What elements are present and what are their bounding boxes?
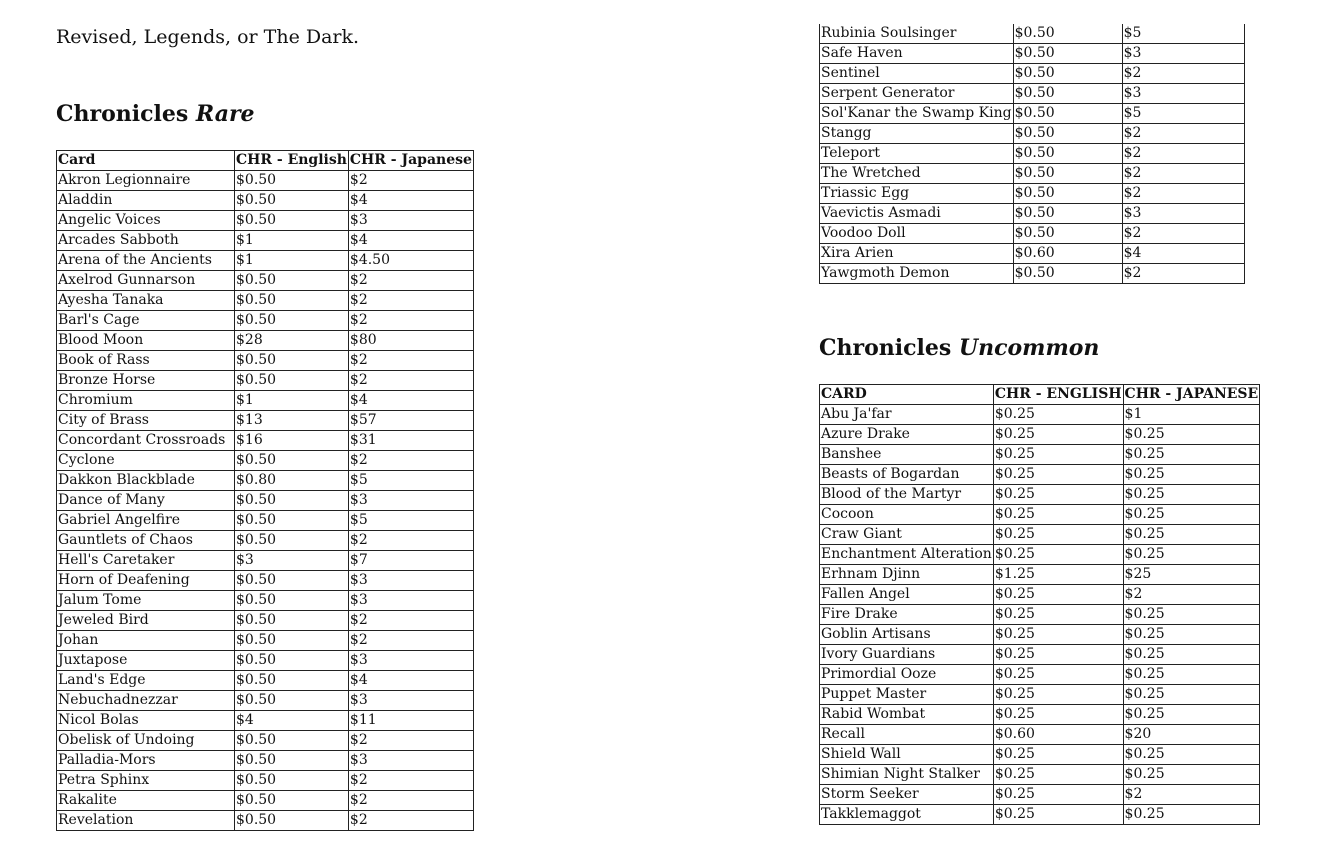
japanese-price-cell: $2 — [348, 451, 473, 471]
card-name-cell: Arcades Sabboth — [57, 231, 235, 251]
japanese-price-cell: $3 — [1122, 204, 1244, 224]
card-name-cell: Nicol Bolas — [57, 711, 235, 731]
table-row — [820, 685, 1260, 705]
table-row — [820, 124, 1245, 144]
table-row — [57, 211, 474, 231]
table-row — [820, 705, 1260, 725]
table-row — [820, 104, 1245, 124]
card-name-cell: Cocoon — [820, 505, 994, 525]
english-price-cell: $0.50 — [235, 491, 349, 511]
japanese-price-cell: $0.25 — [1123, 605, 1260, 625]
card-name-cell: Banshee — [820, 445, 994, 465]
japanese-price-cell: $5 — [1122, 24, 1244, 44]
english-price-cell: $0.50 — [1013, 144, 1122, 164]
card-name-cell: Ayesha Tanaka — [57, 291, 235, 311]
table-row — [57, 711, 474, 731]
card-name-cell: Sol'Kanar the Swamp King — [820, 104, 1014, 124]
card-name-cell: Concordant Crossroads — [57, 431, 235, 451]
uncommon-title-emphasis: Uncommon — [958, 335, 1100, 361]
english-price-cell: $1 — [235, 231, 349, 251]
card-name-cell: Safe Haven — [820, 44, 1014, 64]
japanese-price-cell: $57 — [348, 411, 473, 431]
japanese-price-cell: $2 — [1122, 144, 1244, 164]
card-name-cell: Blood Moon — [57, 331, 235, 351]
english-price-cell: $0.80 — [235, 471, 349, 491]
english-price-cell: $0.25 — [993, 665, 1123, 685]
english-price-cell: $0.25 — [993, 645, 1123, 665]
column-header: Card — [57, 151, 235, 171]
japanese-price-cell: $5 — [348, 471, 473, 491]
card-name-cell: Teleport — [820, 144, 1014, 164]
japanese-price-cell: $3 — [348, 491, 473, 511]
card-name-cell: Petra Sphinx — [57, 771, 235, 791]
japanese-price-cell: $4 — [348, 391, 473, 411]
rare-price-table — [56, 150, 474, 831]
card-name-cell: Shimian Night Stalker — [820, 765, 994, 785]
table-row — [57, 191, 474, 211]
card-name-cell: Blood of the Martyr — [820, 485, 994, 505]
table-row — [57, 791, 474, 811]
japanese-price-cell: $80 — [348, 331, 473, 351]
japanese-price-cell: $0.25 — [1123, 625, 1260, 645]
card-name-cell: Goblin Artisans — [820, 625, 994, 645]
english-price-cell: $28 — [235, 331, 349, 351]
english-price-cell: $0.25 — [993, 465, 1123, 485]
uncommon-table-body — [820, 405, 1260, 825]
card-name-cell: Serpent Generator — [820, 84, 1014, 104]
japanese-price-cell: $2 — [1123, 585, 1260, 605]
table-row — [57, 431, 474, 451]
english-price-cell: $0.50 — [235, 731, 349, 751]
card-name-cell: Abu Ja'far — [820, 405, 994, 425]
card-name-cell: Primordial Ooze — [820, 665, 994, 685]
table-row — [57, 631, 474, 651]
table-row — [820, 184, 1245, 204]
table-row — [820, 84, 1245, 104]
english-price-cell: $0.25 — [993, 485, 1123, 505]
table-row — [57, 351, 474, 371]
english-price-cell: $0.50 — [1013, 24, 1122, 44]
english-price-cell: $0.60 — [993, 725, 1123, 745]
table-row — [820, 204, 1245, 224]
uncommon-title-prefix: Chronicles — [819, 335, 959, 361]
card-name-cell: Arena of the Ancients — [57, 251, 235, 271]
table-row — [820, 625, 1260, 645]
english-price-cell: $0.50 — [1013, 104, 1122, 124]
card-name-cell: Gauntlets of Chaos — [57, 531, 235, 551]
table-row — [57, 771, 474, 791]
table-row — [820, 405, 1260, 425]
english-price-cell: $0.25 — [993, 525, 1123, 545]
japanese-price-cell: $20 — [1123, 725, 1260, 745]
english-price-cell: $0.50 — [235, 511, 349, 531]
table-row — [57, 231, 474, 251]
japanese-price-cell: $2 — [348, 731, 473, 751]
japanese-price-cell: $2 — [348, 611, 473, 631]
card-name-cell: Craw Giant — [820, 525, 994, 545]
table-row — [57, 331, 474, 351]
english-price-cell: $0.50 — [1013, 44, 1122, 64]
japanese-price-cell: $3 — [348, 691, 473, 711]
table-row — [57, 471, 474, 491]
column-header: CHR - JAPANESE — [1123, 385, 1260, 405]
table-row — [57, 571, 474, 591]
card-name-cell: Xira Arien — [820, 244, 1014, 264]
japanese-price-cell: $0.25 — [1123, 765, 1260, 785]
table-row — [57, 311, 474, 331]
card-name-cell: Sentinel — [820, 64, 1014, 84]
english-price-cell: $0.50 — [235, 451, 349, 471]
column-header: CHR - ENGLISH — [993, 385, 1123, 405]
card-name-cell: Chromium — [57, 391, 235, 411]
japanese-price-cell: $1 — [1123, 405, 1260, 425]
english-price-cell: $0.25 — [993, 625, 1123, 645]
japanese-price-cell: $0.25 — [1123, 425, 1260, 445]
card-name-cell: Fire Drake — [820, 605, 994, 625]
english-price-cell: $0.50 — [1013, 204, 1122, 224]
table-row — [57, 451, 474, 471]
card-name-cell: Vaevictis Asmadi — [820, 204, 1014, 224]
japanese-price-cell: $4.50 — [348, 251, 473, 271]
japanese-price-cell: $4 — [348, 671, 473, 691]
english-price-cell: $0.25 — [993, 425, 1123, 445]
japanese-price-cell: $0.25 — [1123, 445, 1260, 465]
table-header-row — [820, 385, 1260, 405]
table-row — [57, 411, 474, 431]
english-price-cell: $0.50 — [235, 591, 349, 611]
japanese-price-cell: $2 — [1122, 124, 1244, 144]
card-name-cell: Rakalite — [57, 791, 235, 811]
table-row — [820, 525, 1260, 545]
japanese-price-cell: $25 — [1123, 565, 1260, 585]
english-price-cell: $0.25 — [993, 545, 1123, 565]
japanese-price-cell: $3 — [348, 211, 473, 231]
english-price-cell: $0.25 — [993, 605, 1123, 625]
japanese-price-cell: $2 — [348, 531, 473, 551]
table-row — [57, 511, 474, 531]
english-price-cell: $0.50 — [1013, 224, 1122, 244]
card-name-cell: Beasts of Bogardan — [820, 465, 994, 485]
english-price-cell: $1 — [235, 251, 349, 271]
english-price-cell: $0.50 — [235, 351, 349, 371]
japanese-price-cell: $0.25 — [1123, 485, 1260, 505]
japanese-price-cell: $2 — [348, 371, 473, 391]
table-row — [57, 591, 474, 611]
table-row — [820, 24, 1245, 44]
table-row — [820, 745, 1260, 765]
table-row — [57, 751, 474, 771]
japanese-price-cell: $2 — [1122, 264, 1244, 284]
table-row — [820, 645, 1260, 665]
card-name-cell: Stangg — [820, 124, 1014, 144]
table-row — [820, 545, 1260, 565]
rare-table-body — [57, 171, 474, 831]
english-price-cell: $0.50 — [235, 811, 349, 831]
japanese-price-cell: $3 — [348, 591, 473, 611]
card-name-cell: Hell's Caretaker — [57, 551, 235, 571]
english-price-cell: $0.60 — [1013, 244, 1122, 264]
english-price-cell: $0.25 — [993, 405, 1123, 425]
japanese-price-cell: $2 — [1123, 785, 1260, 805]
japanese-price-cell: $4 — [348, 191, 473, 211]
english-price-cell: $0.50 — [235, 571, 349, 591]
japanese-price-cell: $0.25 — [1123, 705, 1260, 725]
card-name-cell: Dakkon Blackblade — [57, 471, 235, 491]
english-price-cell: $0.25 — [993, 585, 1123, 605]
english-price-cell: $0.50 — [235, 611, 349, 631]
card-name-cell: Land's Edge — [57, 671, 235, 691]
card-name-cell: Rabid Wombat — [820, 705, 994, 725]
card-name-cell: Angelic Voices — [57, 211, 235, 231]
card-name-cell: City of Brass — [57, 411, 235, 431]
english-price-cell: $0.50 — [1013, 84, 1122, 104]
card-name-cell: Revelation — [57, 811, 235, 831]
card-name-cell: Bronze Horse — [57, 371, 235, 391]
card-name-cell: Obelisk of Undoing — [57, 731, 235, 751]
table-row — [820, 505, 1260, 525]
table-row — [820, 565, 1260, 585]
card-name-cell: Triassic Egg — [820, 184, 1014, 204]
table-row — [57, 611, 474, 631]
english-price-cell: $0.50 — [1013, 124, 1122, 144]
table-row — [820, 264, 1245, 284]
english-price-cell: $0.50 — [1013, 264, 1122, 284]
japanese-price-cell: $3 — [1122, 84, 1244, 104]
japanese-price-cell: $5 — [1122, 104, 1244, 124]
english-price-cell: $0.50 — [235, 691, 349, 711]
table-row — [57, 171, 474, 191]
english-price-cell: $0.50 — [235, 271, 349, 291]
card-name-cell: Yawgmoth Demon — [820, 264, 1014, 284]
japanese-price-cell: $0.25 — [1123, 505, 1260, 525]
english-price-cell: $0.50 — [235, 531, 349, 551]
table-row — [57, 551, 474, 571]
card-name-cell: Juxtapose — [57, 651, 235, 671]
english-price-cell: $1 — [235, 391, 349, 411]
japanese-price-cell: $31 — [348, 431, 473, 451]
card-name-cell: Gabriel Angelfire — [57, 511, 235, 531]
english-price-cell: $0.50 — [235, 171, 349, 191]
english-price-cell: $0.50 — [1013, 164, 1122, 184]
japanese-price-cell: $2 — [348, 291, 473, 311]
english-price-cell: $1.25 — [993, 565, 1123, 585]
japanese-price-cell: $2 — [348, 811, 473, 831]
japanese-price-cell: $3 — [348, 571, 473, 591]
card-name-cell: Jeweled Bird — [57, 611, 235, 631]
table-row — [820, 765, 1260, 785]
japanese-price-cell: $2 — [348, 351, 473, 371]
table-row — [57, 691, 474, 711]
table-row — [820, 785, 1260, 805]
english-price-cell: $0.25 — [993, 505, 1123, 525]
table-row — [57, 531, 474, 551]
card-name-cell: Axelrod Gunnarson — [57, 271, 235, 291]
card-name-cell: The Wretched — [820, 164, 1014, 184]
japanese-price-cell: $0.25 — [1123, 525, 1260, 545]
table-row — [820, 465, 1260, 485]
table-row — [57, 671, 474, 691]
japanese-price-cell: $0.25 — [1123, 805, 1260, 825]
intro-text: Revised, Legends, or The Dark. — [56, 26, 360, 48]
japanese-price-cell: $3 — [348, 651, 473, 671]
table-row — [820, 144, 1245, 164]
japanese-price-cell: $0.25 — [1123, 745, 1260, 765]
table-row — [820, 64, 1245, 84]
table-row — [820, 244, 1245, 264]
card-name-cell: Shield Wall — [820, 745, 994, 765]
table-row — [820, 224, 1245, 244]
japanese-price-cell: $4 — [1122, 244, 1244, 264]
table-row — [820, 485, 1260, 505]
english-price-cell: $0.25 — [993, 745, 1123, 765]
card-name-cell: Barl's Cage — [57, 311, 235, 331]
card-name-cell: Akron Legionnaire — [57, 171, 235, 191]
table-row — [57, 731, 474, 751]
card-name-cell: Rubinia Soulsinger — [820, 24, 1014, 44]
table-row — [820, 585, 1260, 605]
japanese-price-cell: $0.25 — [1123, 465, 1260, 485]
table-row — [820, 445, 1260, 465]
japanese-price-cell: $0.25 — [1123, 685, 1260, 705]
column-header: CARD — [820, 385, 994, 405]
card-name-cell: Palladia-Mors — [57, 751, 235, 771]
table-row — [820, 425, 1260, 445]
japanese-price-cell: $0.25 — [1123, 645, 1260, 665]
rare-title-emphasis: Rare — [195, 101, 255, 127]
japanese-price-cell: $3 — [348, 751, 473, 771]
english-price-cell: $16 — [235, 431, 349, 451]
table-header-row — [57, 151, 474, 171]
card-name-cell: Voodoo Doll — [820, 224, 1014, 244]
japanese-price-cell: $7 — [348, 551, 473, 571]
english-price-cell: $0.50 — [235, 651, 349, 671]
english-price-cell: $0.25 — [993, 445, 1123, 465]
rare-price-table-continued — [819, 24, 1245, 284]
card-name-cell: Johan — [57, 631, 235, 651]
japanese-price-cell: $0.25 — [1123, 665, 1260, 685]
card-name-cell: Erhnam Djinn — [820, 565, 994, 585]
japanese-price-cell: $4 — [348, 231, 473, 251]
english-price-cell: $0.25 — [993, 705, 1123, 725]
english-price-cell: $0.50 — [1013, 64, 1122, 84]
column-header: CHR - Japanese — [348, 151, 473, 171]
card-name-cell: Enchantment Alteration — [820, 545, 994, 565]
japanese-price-cell: $2 — [348, 271, 473, 291]
card-name-cell: Storm Seeker — [820, 785, 994, 805]
table-row — [820, 725, 1260, 745]
english-price-cell: $0.50 — [235, 751, 349, 771]
card-name-cell: Puppet Master — [820, 685, 994, 705]
column-header: CHR - English — [235, 151, 349, 171]
english-price-cell: $13 — [235, 411, 349, 431]
japanese-price-cell: $11 — [348, 711, 473, 731]
english-price-cell: $3 — [235, 551, 349, 571]
table-row — [57, 251, 474, 271]
table-row — [820, 665, 1260, 685]
table-row — [57, 491, 474, 511]
card-name-cell: Horn of Deafening — [57, 571, 235, 591]
english-price-cell: $0.50 — [235, 771, 349, 791]
uncommon-price-table — [819, 384, 1260, 825]
english-price-cell: $0.50 — [235, 311, 349, 331]
card-name-cell: Cyclone — [57, 451, 235, 471]
table-row — [57, 651, 474, 671]
card-name-cell: Book of Rass — [57, 351, 235, 371]
card-name-cell: Azure Drake — [820, 425, 994, 445]
english-price-cell: $0.50 — [235, 671, 349, 691]
rare-continued-table-body — [820, 24, 1245, 284]
rare-section-title — [56, 101, 255, 127]
table-row — [57, 811, 474, 831]
table-row — [820, 605, 1260, 625]
english-price-cell: $0.50 — [235, 791, 349, 811]
card-name-cell: Takklemaggot — [820, 805, 994, 825]
english-price-cell: $0.50 — [235, 371, 349, 391]
card-name-cell: Dance of Many — [57, 491, 235, 511]
uncommon-section-title — [819, 335, 1099, 361]
english-price-cell: $0.25 — [993, 765, 1123, 785]
table-row — [820, 164, 1245, 184]
rare-title-prefix: Chronicles — [56, 101, 196, 127]
english-price-cell: $0.50 — [235, 211, 349, 231]
japanese-price-cell: $2 — [1122, 64, 1244, 84]
japanese-price-cell: $2 — [1122, 224, 1244, 244]
card-name-cell: Fallen Angel — [820, 585, 994, 605]
card-name-cell: Aladdin — [57, 191, 235, 211]
english-price-cell: $0.25 — [993, 685, 1123, 705]
japanese-price-cell: $2 — [348, 311, 473, 331]
japanese-price-cell: $2 — [348, 791, 473, 811]
table-row — [57, 391, 474, 411]
table-row — [57, 371, 474, 391]
english-price-cell: $0.25 — [993, 805, 1123, 825]
table-row — [57, 291, 474, 311]
card-name-cell: Jalum Tome — [57, 591, 235, 611]
english-price-cell: $0.50 — [235, 631, 349, 651]
card-name-cell: Recall — [820, 725, 994, 745]
card-name-cell: Nebuchadnezzar — [57, 691, 235, 711]
table-row — [57, 271, 474, 291]
japanese-price-cell: $2 — [348, 171, 473, 191]
japanese-price-cell: $2 — [348, 771, 473, 791]
card-name-cell: Ivory Guardians — [820, 645, 994, 665]
english-price-cell: $0.50 — [1013, 184, 1122, 204]
japanese-price-cell: $2 — [348, 631, 473, 651]
english-price-cell: $0.50 — [235, 191, 349, 211]
japanese-price-cell: $2 — [1122, 184, 1244, 204]
japanese-price-cell: $3 — [1122, 44, 1244, 64]
japanese-price-cell: $5 — [348, 511, 473, 531]
english-price-cell: $0.25 — [993, 785, 1123, 805]
japanese-price-cell: $0.25 — [1123, 545, 1260, 565]
english-price-cell: $0.50 — [235, 291, 349, 311]
english-price-cell: $4 — [235, 711, 349, 731]
table-row — [820, 805, 1260, 825]
japanese-price-cell: $2 — [1122, 164, 1244, 184]
table-row — [820, 44, 1245, 64]
